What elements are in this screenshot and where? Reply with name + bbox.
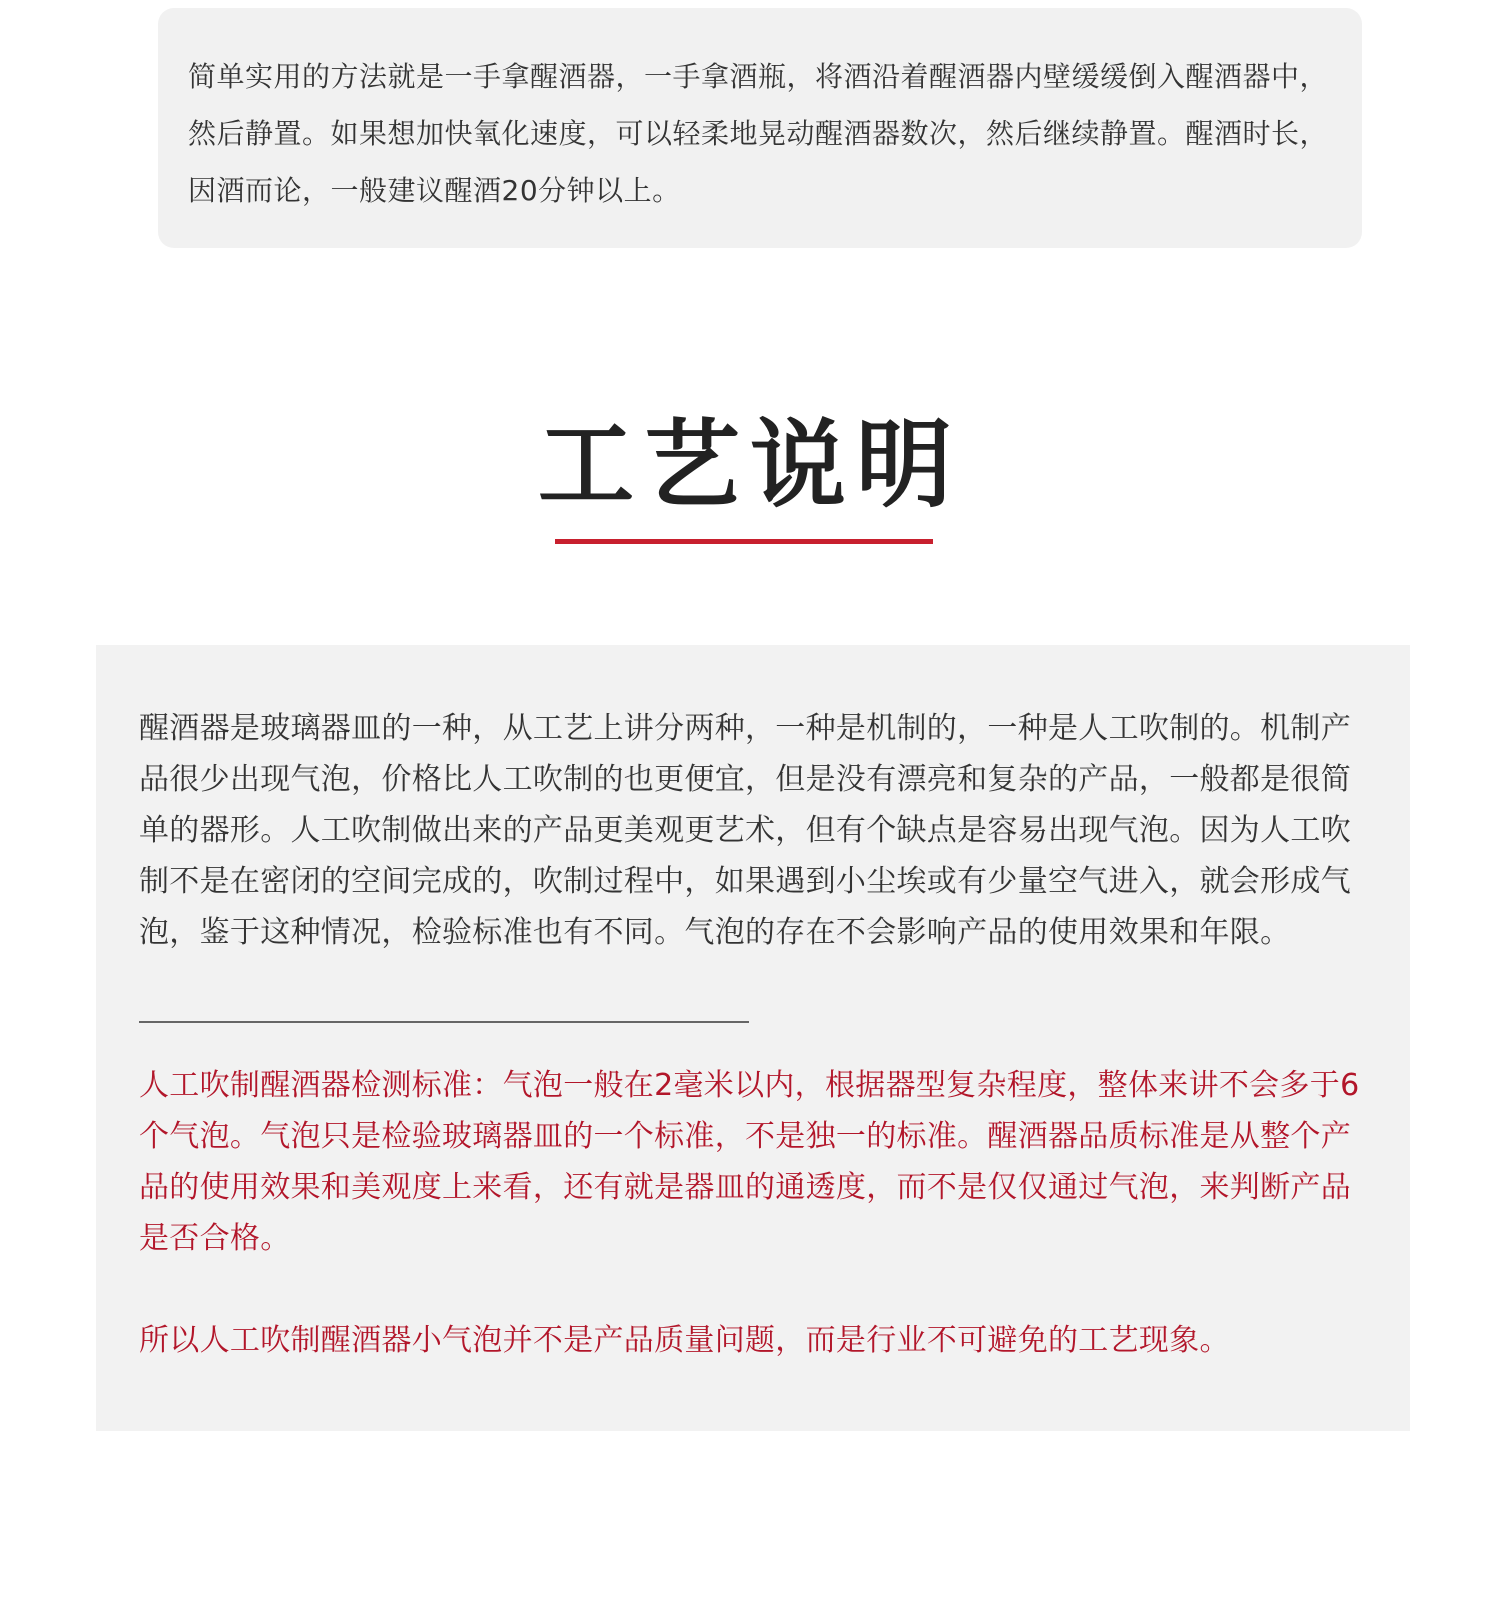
craft-card xyxy=(96,645,1410,1431)
intro-divider xyxy=(139,1021,749,1023)
conclusion-text: 所以人工吹制醒酒器小气泡并不是产品质量问题，而是行业不可避免的工艺现象。 xyxy=(139,1323,1230,1358)
inspection-standard-text: 人工吹制醒酒器检测标准：气泡一般在2毫米以内，根据器型复杂程度，整体来讲不会多于6个气泡。气泡只是检验玻璃器皿的一个标准，不是独一的标准。醒酒器品质标准是从整个产品的使用效果和美观度上来看，还有就是器皿的通透度，而不是仅仅通过气泡，来判断产品是否合格。 xyxy=(139,1068,1360,1256)
method-text: 简单实用的方法就是一手拿醒酒器，一手拿酒瓶，将酒沿着醒酒器内壁缓缓倒入醒酒器中，然后静置。如果想加快氧化速度，可以轻柔地晃动醒酒器数次，然后继续静置。醒酒时长，因酒而论，一般建议醒酒20分钟以上。 xyxy=(188,60,1329,207)
craft-intro-text: 醒酒器是玻璃器皿的一种，从工艺上讲分两种，一种是机制的，一种是人工吹制的。机制产品很少出现气泡，价格比人工吹制的也更便宜，但是没有漂亮和复杂的产品，一般都是很简单的器形。人工吹制做出来的产品更美观更艺术，但有个缺点是容易出现气泡。因为人工吹制不是在密闭的空间完成的，吹制过程中，如果遇到小尘埃或有少量空气进入，就会形成气泡，鉴于这种情况，检验标准也有不同。气泡的存在不会影响产品的使用效果和年限。 xyxy=(139,711,1351,950)
section-title: 工艺说明 xyxy=(538,409,962,521)
method-card xyxy=(158,8,1362,248)
title-underline xyxy=(555,539,933,544)
